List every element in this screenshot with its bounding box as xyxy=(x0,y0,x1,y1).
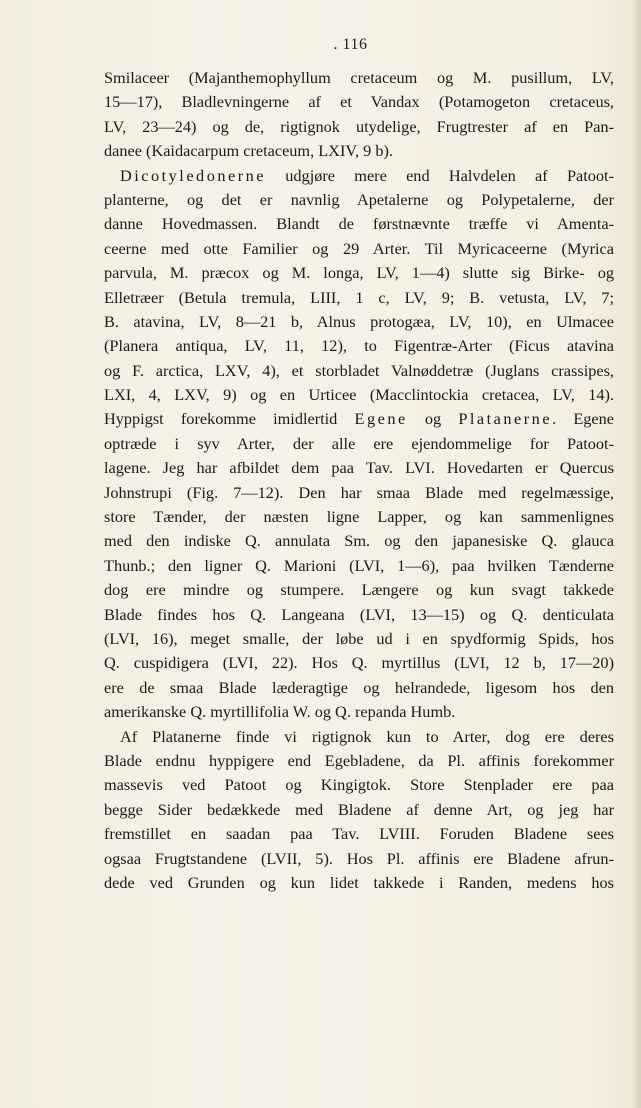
text-line: parvula, M. præcox og M. longa, LV, 1—4) slutte sig Birke- og xyxy=(104,263,614,283)
text-run: Hyppigst forekomme imidlertid xyxy=(104,409,338,429)
text-run: . Egene xyxy=(552,409,614,429)
spaced-term: Platanerne xyxy=(458,409,553,429)
text-line: LXI, 4, LXV, 9) og en Urticee (Macclintockia cretacea, LV, 14). xyxy=(104,385,614,405)
text-line: planterne, og det er navnlig Apetalerne og Polypetalerne, der xyxy=(104,189,614,209)
text-line: B. atavina, LV, 8—21 b, Alnus protogæa, LV, 10), en Ulmacee xyxy=(104,311,614,331)
text-line: Johnstrupi (Fig. 7—12). Den har smaa Blade med regelmæssige, xyxy=(104,482,614,502)
text-line: danee (Kaidacarpum cretaceum, LXIV, 9 b). xyxy=(104,141,394,161)
text-line: optræde i syv Arter, der alle ere ejendommelige for Patoot- xyxy=(104,433,614,453)
spaced-term: Dicotyledonerne xyxy=(120,165,266,185)
text-line: 15—17), Bladlevningerne af et Vandax (Potamogeton cretaceus, xyxy=(104,92,614,112)
text-line: dog ere mindre og stumpere. Længere og kun svagt takkede xyxy=(104,580,614,600)
text-line: lagene. Jeg har afbildet dem paa Tav. LVI. Hovedarten er Quercus xyxy=(104,458,614,478)
text-line: ogsaa Frugtstandene (LVII, 5). Hos Pl. affinis ere Bladene afrun- xyxy=(104,848,614,868)
text-line: ceerne med otte Familier og 29 Arter. Til Myricaceerne (Myrica xyxy=(104,238,614,258)
text-line: Smilaceer (Majanthemophyllum cretaceum og M. pusillum, LV, xyxy=(104,68,614,87)
body-text xyxy=(104,66,614,895)
text-line: store Tænder, der næsten ligne Lapper, og kan sammenlignes xyxy=(104,507,614,527)
text-line: (LVI, 16), meget smalle, der løbe ud i en spydformig Spids, hos xyxy=(104,628,614,648)
text-line: Af Platanerne finde vi rigtignok kun to Arter, dog ere deres xyxy=(120,726,614,746)
text-line: dede ved Grunden og kun lidet takkede i Randen, medens hos xyxy=(104,872,614,892)
text-line: med den indiske Q. annulata Sm. og den japanesiske Q. glauca xyxy=(104,531,614,551)
text-line: Blade endnu hyppigere end Egebladene, da Pl. affinis forekommer xyxy=(104,750,614,770)
text-line: Q. cuspidigera (LVI, 22). Hos Q. myrtillus (LVI, 12 b, 17—20) xyxy=(104,653,614,673)
text-line: Thunb.; den ligner Q. Marioni (LVI, 1—6), paa hvilken Tænderne xyxy=(104,555,614,575)
text-run: og xyxy=(407,409,459,429)
text-line: Elletræer (Betula tremula, LIII, 1 c, LV, 9; B. vetusta, LV, 7; xyxy=(104,287,614,307)
text-run: udgjøre mere end Halvdelen af Patoot- xyxy=(266,165,614,185)
text-line: og F. arctica, LXV, 4), et storbladet Valnøddetræ (Juglans crassipes, xyxy=(104,360,614,380)
text-line xyxy=(104,164,614,188)
page-number: . 116 xyxy=(333,36,368,53)
text-line: amerikanske Q. myrtillifolia W. og Q. repanda Humb. xyxy=(104,702,456,722)
text-line: ere de smaa Blade læderagtige og helrandede, ligesom hos den xyxy=(104,677,614,697)
text-line: Blade findes hos Q. Langeana (LVI, 13—15) og Q. denticulata xyxy=(104,604,614,624)
text-line: (Planera antiqua, LV, 11, 12), to Figentræ-Arter (Ficus atavina xyxy=(104,336,614,356)
text-line: LV, 23—24) og de, rigtignok utydelige, Frugtrester af en Pan- xyxy=(104,116,614,136)
text-line: fremstillet en saadan paa Tav. LVIII. Foruden Bladene sees xyxy=(104,824,614,844)
text-line xyxy=(104,407,614,431)
text-line: massevis ved Patoot og Kingigtok. Store Stenplader ere paa xyxy=(104,775,614,795)
spaced-term: Egene xyxy=(354,409,408,429)
text-line: danne Hovedmassen. Blandt de førstnævnte træffe vi Amenta- xyxy=(104,214,614,234)
page-edge xyxy=(634,0,641,1108)
text-line: begge Sider bedækkede med Bladene af denne Art, og jeg har xyxy=(104,799,614,819)
